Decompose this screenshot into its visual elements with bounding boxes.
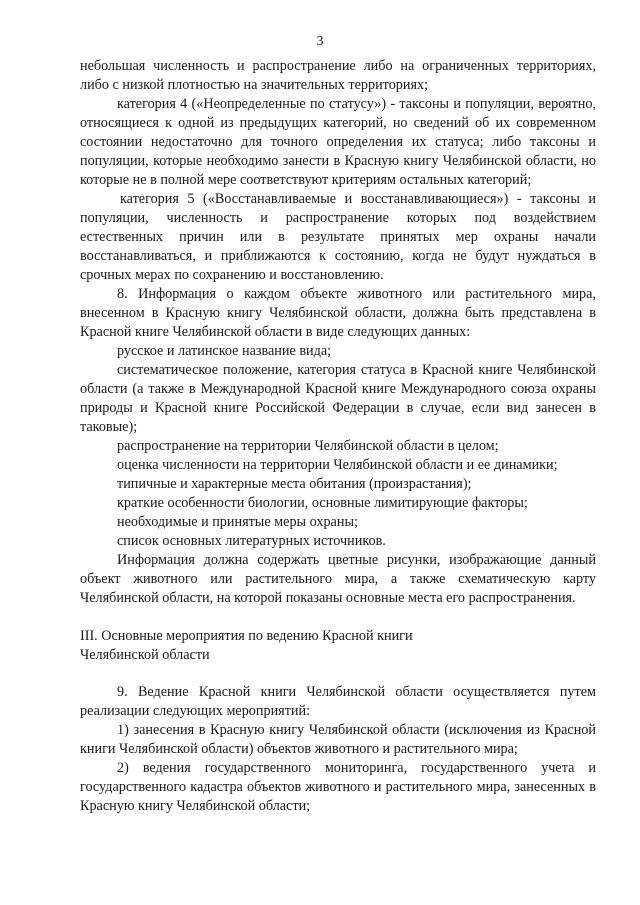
paragraph: категория 4 («Неопределенные по статусу») - таксоны и популяции, вероятно, относящиеся к одной из предыдущих категорий, но сведений об их современном состоянии недостаточно для точного определения их статуса; либо таксоны и популяции, которые необходимо занести в Красную книгу Челябинской области, но которые не в полной мере соответствуют критериям остальных категорий; [80,96,596,188]
list-item: типичные и характерные места обитания (произрастания); [117,476,472,492]
page-number: 3 [316,34,324,49]
list-item: 1) занесения в Красную книгу Челябинской области (исключения из Красной книги Челябинской области) объектов животного и растительного мира; [80,722,596,757]
section-heading [80,627,596,665]
list-item: оценка численности на территории Челябинской области и ее динамики; [117,457,558,473]
section-heading-line: III. Основные мероприятия по ведению Красной книги [80,628,413,644]
list-item: русское и латинское название вида; [117,343,332,359]
list-item: систематическое положение, категория статуса в Красной книге Челябинской области (а также в Международной Красной книге Международного союза охраны природы и Красной книге Российской Федерации в случае, если вид занесен в таковые); [80,362,596,435]
section-heading-line: Челябинской области [80,647,210,663]
document-body [80,57,596,816]
list-item: распространение на территории Челябинской области в целом; [117,438,499,454]
list-item: краткие особенности биологии, основные лимитирующие факторы; [117,495,528,511]
list-item: список основных литературных источников. [117,533,386,549]
paragraph: небольшая численность и распространение либо на ограниченных территориях, либо с низкой плотностью на значительных территориях; [80,58,596,93]
list-item: необходимые и принятые меры охраны; [117,514,358,530]
list-item: 2) ведения государственного мониторинга, государственного учета и государственного кадастра объектов животного и растительного мира, занесенных в Красную книгу Челябинской области; [80,760,596,814]
paragraph: категория 5 («Восстанавливаемые и восстанавливающиеся») - таксоны и популяции, численность и распространение которых под воздействием естественных причин или в результате принятых мер охраны начали восстанавливаться, и приближаются к состоянию, когда не будут нуждаться в срочных мерах по сохранению и восстановлению. [80,191,596,283]
paragraph: 8. Информация о каждом объекте животного или растительного мира, внесенном в Красную книгу Челябинской области, должна быть представлена в Красной книге Челябинской области в виде следующих данных: [80,286,596,340]
paragraph: 9. Ведение Красной книги Челябинской области осуществляется путем реализации следующих мероприятий: [80,684,596,719]
paragraph: Информация должна содержать цветные рисунки, изображающие данный объект животного или растительного мира, а также схематическую карту Челябинской области, на которой показаны основные места его распространения. [80,552,596,606]
